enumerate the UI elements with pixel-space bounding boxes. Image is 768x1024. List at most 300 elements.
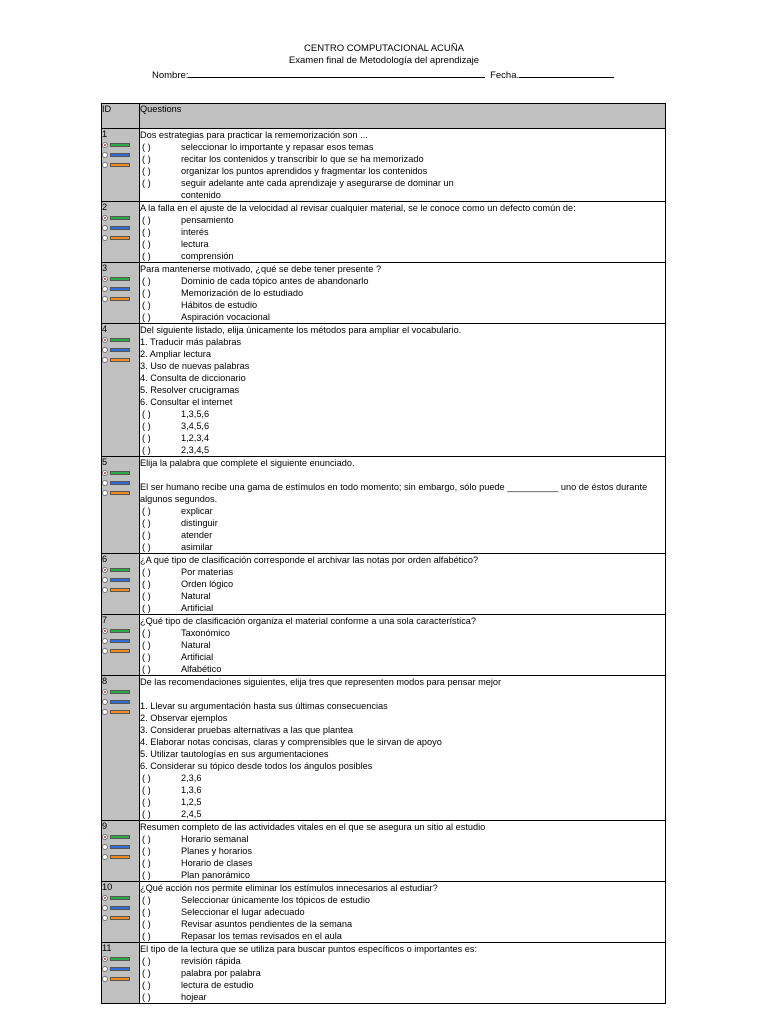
green-bar-icon [110, 277, 130, 281]
answer-option[interactable] [140, 299, 665, 311]
option-text: Por materias [181, 567, 234, 577]
radio-empty-icon[interactable] [102, 709, 108, 715]
answer-option[interactable] [140, 930, 665, 942]
option-marker[interactable]: ( ) [142, 968, 151, 978]
radio-empty-icon[interactable] [102, 225, 108, 231]
answer-choice-indicator[interactable] [102, 345, 139, 355]
radio-selected-icon[interactable] [102, 895, 108, 901]
orange-bar-icon [110, 710, 130, 714]
option-text: distinguir [181, 518, 218, 528]
spacer [140, 469, 665, 481]
radio-selected-icon[interactable] [102, 956, 108, 962]
answer-choice-indicator[interactable] [102, 150, 139, 160]
radio-selected-icon[interactable] [102, 567, 108, 573]
radio-empty-icon[interactable] [102, 976, 108, 982]
radio-empty-icon[interactable] [102, 905, 108, 911]
option-text: 1,2,5 [181, 797, 202, 807]
question-id: 7 [102, 615, 108, 625]
option-marker[interactable]: ( ) [142, 603, 151, 613]
document-subtitle: Examen final de Metodología del aprendizaje [288, 55, 480, 66]
question-id-cell [102, 882, 140, 943]
question-id: 5 [102, 457, 108, 467]
name-label: Nombre: [152, 70, 189, 81]
option-text: pensamiento [181, 215, 234, 225]
option-text: Horario de clases [181, 858, 253, 868]
question-text: El tipo de la lectura que se utiliza para buscar puntos específicos o importantes es: [140, 944, 478, 954]
answer-choice-indicator[interactable] [102, 284, 139, 294]
answer-choice-indicator[interactable] [102, 913, 139, 923]
answer-option[interactable] [140, 566, 665, 578]
answer-option[interactable] [140, 287, 665, 299]
answer-option[interactable] [140, 772, 665, 784]
answer-option[interactable] [140, 602, 665, 614]
green-bar-icon [110, 338, 130, 342]
question-id: 1 [102, 129, 108, 139]
radio-selected-icon[interactable] [102, 276, 108, 282]
answer-option[interactable] [140, 541, 665, 553]
answer-option[interactable] [140, 141, 665, 153]
orange-bar-icon [110, 855, 130, 859]
blue-bar-icon [110, 700, 130, 704]
option-text: lectura [181, 239, 209, 249]
blue-bar-icon [110, 845, 130, 849]
question-row [102, 821, 666, 882]
option-marker[interactable]: ( ) [142, 895, 151, 905]
blue-bar-icon [110, 578, 130, 582]
answer-choice-indicator[interactable] [102, 355, 139, 365]
answer-option[interactable] [140, 918, 665, 930]
radio-empty-icon[interactable] [102, 480, 108, 486]
option-text: palabra por palabra [181, 968, 261, 978]
orange-bar-icon [110, 588, 130, 592]
answer-option[interactable] [140, 796, 665, 808]
option-marker[interactable]: ( ) [142, 288, 151, 298]
document-title: CENTRO COMPUTACIONAL ACUÑA [304, 43, 464, 54]
question-id: 6 [102, 554, 108, 564]
question-text: Elija la palabra que complete el siguiente enunciado. [140, 458, 355, 468]
option-text: revisión rápida [181, 956, 241, 966]
question-text: ¿A qué tipo de clasificación corresponde el archivar las notas por orden alfabético? [140, 555, 479, 565]
answer-option[interactable] [140, 177, 665, 201]
answer-option[interactable] [140, 845, 665, 857]
option-marker[interactable]: ( ) [142, 239, 151, 249]
green-bar-icon [110, 216, 130, 220]
answer-choice-indicator[interactable] [102, 893, 139, 903]
radio-empty-icon[interactable] [102, 296, 108, 302]
answer-choice-indicator[interactable] [102, 852, 139, 862]
answer-option[interactable] [140, 651, 665, 663]
answer-option[interactable] [140, 979, 665, 991]
option-marker[interactable]: ( ) [142, 956, 151, 966]
option-text: Artificial [181, 603, 214, 613]
answer-option[interactable] [140, 529, 665, 541]
question-cell [140, 202, 666, 263]
question-id: 11 [102, 943, 112, 953]
question-detail-line: 5. Resolver crucigramas [140, 385, 240, 395]
option-text: seguir adelante ante cada aprendizaje y asegurarse de dominar un contenido [181, 178, 454, 200]
question-text: De las recomendaciones siguientes, elija tres que representen modos para pensar mejor [140, 677, 502, 687]
question-id: 8 [102, 676, 108, 686]
option-marker[interactable]: ( ) [142, 227, 151, 237]
option-text: Artificial [181, 652, 214, 662]
answer-choice-indicator[interactable] [102, 697, 139, 707]
radio-empty-icon[interactable] [102, 638, 108, 644]
option-marker[interactable]: ( ) [142, 166, 151, 176]
answer-option[interactable] [140, 420, 665, 432]
answer-choice-indicator[interactable] [102, 832, 139, 842]
radio-empty-icon[interactable] [102, 357, 108, 363]
option-text: Taxonómico [181, 628, 231, 638]
answer-option[interactable] [140, 444, 665, 456]
question-id-cell [102, 554, 140, 615]
question-detail-line: El ser humano recibe una gama de estímulos en todo momento; sin embargo, sólo puede __________ uno de éstos durante algunos segundos. [140, 482, 648, 504]
question-id-cell [102, 615, 140, 676]
id-column-header: ID [102, 104, 140, 129]
blue-bar-icon [110, 226, 130, 230]
answer-option[interactable] [140, 311, 665, 323]
option-marker[interactable]: ( ) [142, 433, 151, 443]
answer-choice-indicator[interactable] [102, 140, 139, 150]
answer-choice-indicator[interactable] [102, 294, 139, 304]
question-cell [140, 129, 666, 202]
question-detail-line: 1. Traducir más palabras [140, 337, 242, 347]
answer-choice-indicator[interactable] [102, 223, 139, 233]
option-marker[interactable]: ( ) [142, 797, 151, 807]
question-row [102, 554, 666, 615]
answer-choice-indicator[interactable] [102, 335, 139, 345]
blue-bar-icon [110, 153, 130, 157]
radio-empty-icon[interactable] [102, 286, 108, 292]
answer-option[interactable] [140, 663, 665, 675]
name-date-row [152, 68, 614, 81]
answer-choice-indicator[interactable] [102, 707, 139, 717]
option-text: Aspiración vocacional [181, 312, 270, 322]
option-text: seleccionar lo importante y repasar esos temas [181, 142, 374, 152]
answer-choice-indicator[interactable] [102, 585, 139, 595]
option-marker[interactable]: ( ) [142, 445, 151, 455]
table-header-row [102, 104, 666, 129]
answer-choice-indicator[interactable] [102, 903, 139, 913]
answer-option[interactable] [140, 991, 665, 1003]
question-id-cell [102, 676, 140, 821]
radio-empty-icon[interactable] [102, 152, 108, 158]
question-detail-line: 2. Observar ejemplos [140, 713, 228, 723]
option-marker[interactable]: ( ) [142, 215, 151, 225]
radio-selected-icon[interactable] [102, 142, 108, 148]
question-cell [140, 263, 666, 324]
radio-selected-icon[interactable] [102, 689, 108, 695]
option-marker[interactable]: ( ) [142, 809, 151, 819]
answer-option[interactable] [140, 869, 665, 881]
answer-option[interactable] [140, 432, 665, 444]
radio-empty-icon[interactable] [102, 490, 108, 496]
option-marker[interactable]: ( ) [142, 518, 151, 528]
questions-body [102, 129, 666, 1004]
name-field-line[interactable] [188, 68, 485, 78]
radio-selected-icon[interactable] [102, 337, 108, 343]
option-marker[interactable]: ( ) [142, 773, 151, 783]
answer-choice-indicator[interactable] [102, 974, 139, 984]
radio-empty-icon[interactable] [102, 966, 108, 972]
answer-choice-indicator[interactable] [102, 565, 139, 575]
answer-choice-indicator[interactable] [102, 575, 139, 585]
blue-bar-icon [110, 906, 130, 910]
question-row [102, 324, 666, 457]
question-row [102, 615, 666, 676]
option-text: Repasar los temas revisados en el aula [181, 931, 342, 941]
radio-empty-icon[interactable] [102, 235, 108, 241]
option-marker[interactable]: ( ) [142, 567, 151, 577]
option-marker[interactable]: ( ) [142, 409, 151, 419]
orange-bar-icon [110, 916, 130, 920]
answer-option[interactable] [140, 250, 665, 262]
question-text: Dos estrategias para practicar la rememorización son ... [140, 130, 368, 140]
question-row [102, 129, 666, 202]
question-text: Para mantenerse motivado, ¿qué se debe tener presente ? [140, 264, 382, 274]
option-marker[interactable]: ( ) [142, 640, 151, 650]
orange-bar-icon [110, 491, 130, 495]
answer-choice-indicator[interactable] [102, 626, 139, 636]
question-id-cell [102, 457, 140, 554]
option-text: atender [181, 530, 213, 540]
option-text: Dominio de cada tópico antes de abandonarlo [181, 276, 369, 286]
answer-choice-indicator[interactable] [102, 954, 139, 964]
radio-empty-icon[interactable] [102, 577, 108, 583]
option-marker[interactable]: ( ) [142, 579, 151, 589]
radio-selected-icon[interactable] [102, 470, 108, 476]
question-text: Del siguiente listado, elija únicamente los métodos para ampliar el vocabulario. [140, 325, 462, 335]
question-id: 10 [102, 882, 113, 892]
option-text: lectura de estudio [181, 980, 254, 990]
answer-option[interactable] [140, 808, 665, 820]
option-marker[interactable]: ( ) [142, 870, 151, 880]
option-text: 2,4,5 [181, 809, 202, 819]
answer-option[interactable] [140, 226, 665, 238]
option-marker[interactable]: ( ) [142, 154, 151, 164]
option-text: Seleccionar el lugar adecuado [181, 907, 305, 917]
option-marker[interactable]: ( ) [142, 664, 151, 674]
orange-bar-icon [110, 236, 130, 240]
answer-choice-indicator[interactable] [102, 842, 139, 852]
answer-option[interactable] [140, 857, 665, 869]
questions-table [101, 103, 666, 1004]
radio-selected-icon[interactable] [102, 834, 108, 840]
blue-bar-icon [110, 967, 130, 971]
answer-option[interactable] [140, 517, 665, 529]
radio-empty-icon[interactable] [102, 844, 108, 850]
question-detail-line: 6. Consultar el internet [140, 397, 233, 407]
option-text: explicar [181, 506, 213, 516]
question-row [102, 882, 666, 943]
question-text: ¿Qué acción nos permite eliminar los estímulos innecesarios al estudiar? [140, 883, 438, 893]
option-marker[interactable]: ( ) [142, 834, 151, 844]
option-marker[interactable]: ( ) [142, 591, 151, 601]
orange-bar-icon [110, 649, 130, 653]
answer-option[interactable] [140, 894, 665, 906]
option-text: 3,4,5,6 [181, 421, 210, 431]
answer-option[interactable] [140, 955, 665, 967]
option-marker[interactable]: ( ) [142, 846, 151, 856]
question-id: 2 [102, 202, 108, 212]
orange-bar-icon [110, 163, 130, 167]
option-text: Memorización de lo estudiado [181, 288, 304, 298]
option-text: Orden lógico [181, 579, 234, 589]
radio-selected-icon[interactable] [102, 215, 108, 221]
option-marker[interactable]: ( ) [142, 652, 151, 662]
answer-option[interactable] [140, 165, 665, 177]
answer-choice-indicator[interactable] [102, 233, 139, 243]
option-marker[interactable]: ( ) [142, 785, 151, 795]
option-marker[interactable]: ( ) [142, 919, 151, 929]
option-marker[interactable]: ( ) [142, 542, 151, 552]
blue-bar-icon [110, 639, 130, 643]
green-bar-icon [110, 629, 130, 633]
option-text: organizar los puntos aprendidos y fragmentar los contenidos [181, 166, 428, 176]
question-detail-line: 3. Considerar pruebas alternativas a las que plantea [140, 725, 353, 735]
question-cell [140, 882, 666, 943]
question-id: 9 [102, 821, 108, 831]
question-detail-line: 1. Llevar su argumentación hasta sus últimas consecuencias [140, 701, 388, 711]
question-detail-line: 5. Utilizar tautologías en sus argumentaciones [140, 749, 329, 759]
option-text: asimilar [181, 542, 213, 552]
radio-empty-icon[interactable] [102, 162, 108, 168]
green-bar-icon [110, 568, 130, 572]
green-bar-icon [110, 143, 130, 147]
answer-option[interactable] [140, 833, 665, 845]
option-marker[interactable]: ( ) [142, 142, 151, 152]
option-marker[interactable]: ( ) [142, 276, 151, 286]
option-marker[interactable]: ( ) [142, 931, 151, 941]
answer-choice-indicator[interactable] [102, 687, 139, 697]
question-id: 3 [102, 263, 108, 273]
answer-choice-indicator[interactable] [102, 478, 139, 488]
option-text: hojear [181, 992, 207, 1002]
question-detail-line: 4. Consulta de diccionario [140, 373, 246, 383]
date-label: Fecha. [490, 70, 520, 81]
answer-option[interactable] [140, 408, 665, 420]
question-cell [140, 554, 666, 615]
question-row [102, 676, 666, 821]
option-text: 1,2,3,4 [181, 433, 210, 443]
option-marker[interactable]: ( ) [142, 907, 151, 917]
option-text: Plan panorámico [181, 870, 250, 880]
question-row [102, 202, 666, 263]
question-id-cell [102, 943, 140, 1004]
answer-option[interactable] [140, 275, 665, 287]
option-marker[interactable]: ( ) [142, 628, 151, 638]
option-text: 2,3,4,5 [181, 445, 210, 455]
answer-choice-indicator[interactable] [102, 160, 139, 170]
radio-selected-icon[interactable] [102, 628, 108, 634]
question-row [102, 943, 666, 1004]
blue-bar-icon [110, 481, 130, 485]
option-text: Hábitos de estudio [181, 300, 258, 310]
radio-empty-icon[interactable] [102, 347, 108, 353]
option-marker[interactable]: ( ) [142, 421, 151, 431]
green-bar-icon [110, 690, 130, 694]
option-text: 1,3,6 [181, 785, 202, 795]
option-text: 2,3,6 [181, 773, 202, 783]
answer-option[interactable] [140, 590, 665, 602]
question-cell [140, 615, 666, 676]
option-marker[interactable]: ( ) [142, 530, 151, 540]
answer-choice-indicator[interactable] [102, 636, 139, 646]
question-id-cell [102, 263, 140, 324]
green-bar-icon [110, 896, 130, 900]
radio-empty-icon[interactable] [102, 854, 108, 860]
option-marker[interactable]: ( ) [142, 858, 151, 868]
option-text: interés [181, 227, 209, 237]
question-text: A la falla en el ajuste de la velocidad al revisar cualquier material, se le conoce como un defecto común de: [140, 203, 576, 213]
radio-empty-icon[interactable] [102, 648, 108, 654]
answer-choice-indicator[interactable] [102, 274, 139, 284]
option-text: 1,3,5,6 [181, 409, 210, 419]
green-bar-icon [110, 835, 130, 839]
question-detail-line: 2. Ampliar lectura [140, 349, 211, 359]
option-text: Seleccionar únicamente los tópicos de estudio [181, 895, 370, 905]
option-marker[interactable]: ( ) [142, 992, 151, 1002]
question-text: Resumen completo de las actividades vitales en el que se asegura un sitio al estudio [140, 822, 486, 832]
option-marker[interactable]: ( ) [142, 312, 151, 322]
answer-option[interactable] [140, 784, 665, 796]
answer-option[interactable] [140, 627, 665, 639]
option-text: Planes y horarios [181, 846, 252, 856]
question-detail-line: 4. Elaborar notas concisas, claras y comprensibles que le sirvan de apoyo [140, 737, 442, 747]
answer-choice-indicator[interactable] [102, 488, 139, 498]
radio-empty-icon[interactable] [102, 915, 108, 921]
option-text: comprensión [181, 251, 234, 261]
option-marker[interactable]: ( ) [142, 178, 151, 188]
questions-column-header: Questions [140, 104, 666, 129]
option-marker[interactable]: ( ) [142, 980, 151, 990]
answer-option[interactable] [140, 238, 665, 250]
option-marker[interactable]: ( ) [142, 300, 151, 310]
answer-option[interactable] [140, 906, 665, 918]
question-id-cell [102, 202, 140, 263]
answer-option[interactable] [140, 214, 665, 226]
green-bar-icon [110, 957, 130, 961]
question-cell [140, 457, 666, 554]
orange-bar-icon [110, 977, 130, 981]
answer-option[interactable] [140, 967, 665, 979]
orange-bar-icon [110, 297, 130, 301]
option-marker[interactable]: ( ) [142, 251, 151, 261]
answer-option[interactable] [140, 153, 665, 165]
option-text: Revisar asuntos pendientes de la semana [181, 919, 353, 929]
question-row [102, 457, 666, 554]
question-id-cell [102, 129, 140, 202]
question-text: ¿Qué tipo de clasificación organiza el material conforme a una sola característica? [140, 616, 477, 626]
question-cell [140, 821, 666, 882]
answer-choice-indicator[interactable] [102, 646, 139, 656]
option-text: recitar los contenidos y transcribir lo que se ha memorizado [181, 154, 424, 164]
question-id-cell [102, 324, 140, 457]
option-text: Natural [181, 591, 211, 601]
question-cell [140, 943, 666, 1004]
radio-empty-icon[interactable] [102, 699, 108, 705]
option-marker[interactable]: ( ) [142, 506, 151, 516]
answer-option[interactable] [140, 505, 665, 517]
answer-option[interactable] [140, 578, 665, 590]
answer-choice-indicator[interactable] [102, 213, 139, 223]
radio-empty-icon[interactable] [102, 587, 108, 593]
answer-option[interactable] [140, 639, 665, 651]
answer-choice-indicator[interactable] [102, 964, 139, 974]
answer-choice-indicator[interactable] [102, 468, 139, 478]
date-field-line[interactable] [519, 68, 614, 78]
green-bar-icon [110, 471, 130, 475]
question-cell [140, 324, 666, 457]
